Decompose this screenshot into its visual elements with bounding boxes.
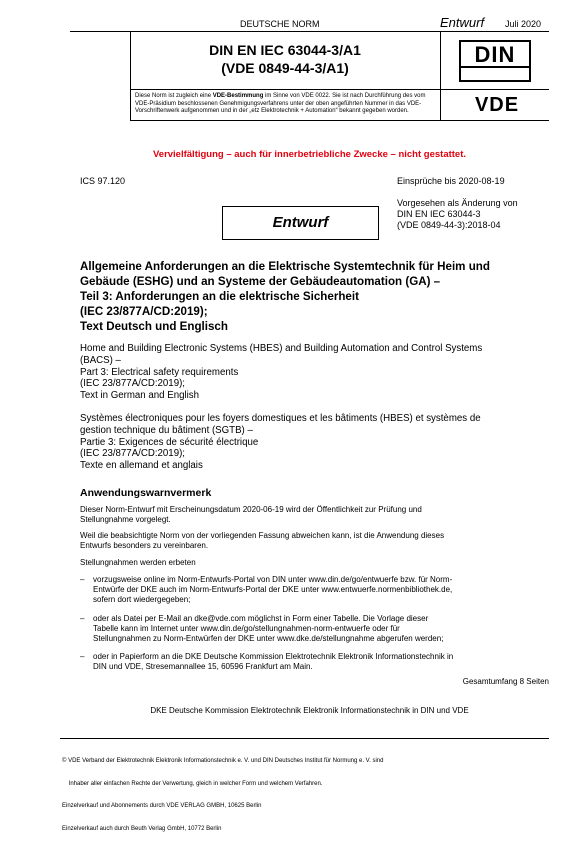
box-bottom-border — [130, 120, 549, 121]
vde-notice-bold: VDE-Bestimmung — [212, 93, 264, 99]
doc-number: DIN EN IEC 63044-3/A1 — [209, 42, 361, 58]
title-french-line-3: Partie 3: Exigences de sécurité électrique — [80, 436, 259, 448]
title-english-line-5: Text in German and English — [80, 390, 200, 402]
title-english-line-2: (BACS) – — [80, 354, 121, 366]
title-german-line-2: Gebäude (ESHG) und an Systeme der Gebäudeautomation (GA) – — [80, 275, 441, 288]
footer — [62, 743, 552, 841]
vde-notice-pre: Diese Norm ist zugleich eine — [135, 93, 213, 99]
footer-line-3: Einzelverkauf und Abonnements durch VDE VERLAG GMBH, 10625 Berlin — [62, 803, 262, 809]
warning-bullet-1-line-3: sofern dort wiedergegeben; — [93, 595, 191, 604]
box-middle-border — [440, 31, 441, 120]
title-english-line-3: Part 3: Electrical safety requirements — [80, 366, 239, 378]
warning-bullet-2-line-1: oder als Datei per E-Mail an dke@vde.com möglichst in Form einer Tabelle. Die Vorlage dieser — [93, 614, 429, 623]
footer-divider — [60, 738, 549, 739]
footer-line-4: Einzelverkauf auch durch Beuth Verlag GmbH, 10772 Berlin — [62, 825, 222, 832]
title-german-line-3: Teil 3: Anforderungen an die elektrische Sicherheit — [80, 290, 359, 303]
vde-number: (VDE 0849-44-3/A1) — [221, 60, 349, 76]
title-french-line-4: (IEC 23/877A/CD:2019); — [80, 448, 186, 460]
title-german-line-5: Text Deutsch und Englisch — [80, 320, 228, 333]
title-english-line-1: Home and Building Electronic Systems (HBES) and Building Automation and Control Systems — [80, 343, 483, 354]
entwurf-box-text: Entwurf — [272, 214, 329, 231]
vde-logo: VDE — [474, 94, 520, 116]
header-date: Juli 2020 — [505, 19, 542, 29]
vde-notice — [135, 93, 435, 116]
reproduction-notice: Vervielfältigung – auch für innerbetriebliche Zwecke – nicht gestattet. — [152, 149, 467, 160]
warning-bullet-2-line-2: Tabelle kann im Internet unter www.din.de/go/stellungnahmen-norm-entwuerfe oder für — [93, 624, 400, 633]
warning-paragraph-1-line-2: Stellungnahme vorgelegt. — [80, 515, 171, 524]
warning-paragraph-1 — [80, 505, 550, 525]
title-german — [80, 259, 550, 334]
total-pages: Gesamtumfang 8 Seiten — [462, 677, 549, 686]
warning-paragraph-2-line-1: Weil die beabsichtigte Norm von der vorliegenden Fassung abweichen kann, ist die Anwendung dieses — [80, 531, 445, 540]
footer-line-1: © VDE Verband der Elektrotechnik Elektronik Informationstechnik e. V. und DIN Deutsches Institut für Normung e. V. sind — [62, 758, 384, 764]
din-logo-text: DIN — [474, 42, 516, 67]
entwurf-box — [222, 206, 379, 240]
title-french — [80, 413, 550, 472]
norm-label: DEUTSCHE NORM — [240, 19, 320, 29]
warning-bullet-2 — [80, 614, 550, 644]
title-french-line-1: Systèmes électroniques pour les foyers domestiques et les bâtiments (HBES) et systèmes de — [80, 413, 481, 424]
warning-bullet-1-line-2: Entwürfe der DKE auch im Norm-Entwurfs-Portal der DKE unter www.entwuerfe.normenbibliothek.de, — [93, 585, 453, 594]
din-logo — [459, 40, 531, 82]
warning-bullet-3-line-1: oder in Papierform an die DKE Deutsche Kommission Elektrotechnik Elektronik Informationstechnik in — [93, 652, 454, 661]
warning-bullet-3-line-2: DIN und VDE, Stresemannallee 15, 60596 Frankfurt am Main. — [93, 662, 313, 671]
title-german-line-4: (IEC 23/877A/CD:2019); — [80, 305, 208, 318]
bullet-dash: – — [80, 652, 85, 661]
title-english-line-4: (IEC 23/877A/CD:2019); — [80, 378, 186, 390]
title-french-line-2: gestion technique du bâtiment (SGTB) – — [80, 424, 253, 436]
warning-paragraph-2 — [80, 531, 550, 551]
bullet-dash: – — [80, 614, 85, 623]
dke-line: DKE Deutsche Kommission Elektrotechnik Elektronik Informationstechnik in DIN und VDE — [150, 706, 469, 715]
title-french-line-5: Texte en allemand et anglais — [80, 460, 203, 472]
einsprueche-date: Einsprüche bis 2020-08-19 — [397, 176, 505, 186]
warning-heading: Anwendungswarnvermerk — [80, 487, 212, 499]
warning-paragraph-3: Stellungnahmen werden erbeten — [80, 558, 196, 567]
entwurf-label: Entwurf — [440, 15, 485, 30]
vde-notice-post: im Sinne von VDE 0022. Sie ist nach Durchführung des vom VDE-Präsidium beschlossenen Genehmigungsverfahrens unter der oben angeführten Nummer in das VDE-Vorschriftenwerk aufgenommen und in der „etz Elektrotechnik + Automation“ bekannt gegeben worden. — [135, 93, 426, 114]
bullet-dash: – — [80, 575, 85, 584]
warning-bullet-1 — [80, 575, 550, 605]
warning-bullet-1-line-1: vorzugsweise online im Norm-Entwurfs-Portal von DIN unter www.din.de/go/entwuerfe bzw. für Norm- — [93, 575, 453, 584]
ics-code: ICS 97.120 — [80, 176, 126, 186]
warning-bullet-3 — [80, 652, 550, 672]
vorgesehen-line-2: DIN EN IEC 63044-3 — [397, 209, 481, 219]
warning-paragraph-2-line-2: Entwurfs besonders zu vereinbaren. — [80, 541, 209, 550]
vorgesehen-line-1: Vorgesehen als Änderung von — [397, 198, 518, 208]
box-divider — [130, 89, 549, 90]
warning-bullet-2-line-3: Stellungnahmen zu Norm-Entwürfen der DKE unter www.dke.de/stellungnahme abgerufen werden; — [93, 634, 444, 643]
footer-line-2: Inhaber aller einfachen Rechte der Verwertung, gleich in welcher Form und welchem Verfahren. — [62, 780, 323, 787]
vorgesehen-line-3: (VDE 0849-44-3):2018-04 — [397, 220, 501, 230]
title-german-line-1: Allgemeine Anforderungen an die Elektrische Systemtechnik für Heim und — [80, 260, 490, 273]
header-divider — [70, 31, 549, 32]
title-english — [80, 343, 550, 402]
warning-paragraph-1-line-1: Dieser Norm-Entwurf mit Erscheinungsdatum 2020-06-19 wird der Öffentlichkeit zur Prüfung und — [80, 505, 422, 514]
